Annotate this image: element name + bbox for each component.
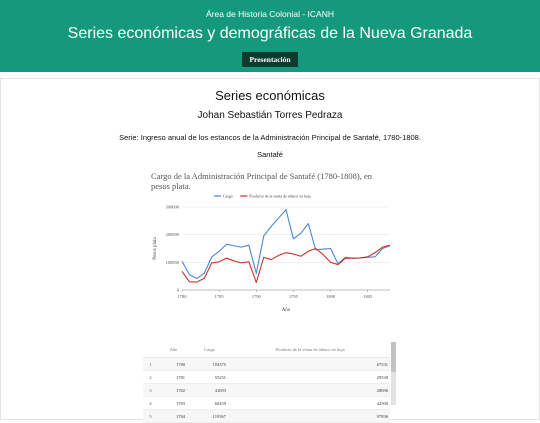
presentacion-button[interactable]: Presentación	[242, 52, 298, 67]
table-row[interactable]	[143, 358, 390, 371]
x-tick-label: 1800	[326, 294, 336, 299]
author-name: Johan Sebastián Torres Pedraza	[197, 110, 343, 121]
x-tick-label: 1805	[363, 294, 373, 299]
y-tick-label: 200000	[165, 232, 179, 238]
y-tick-label: 300000	[165, 204, 179, 210]
x-tick-label: 1785	[214, 294, 224, 299]
x-axis-label: Año	[281, 308, 291, 313]
table-row[interactable]	[143, 371, 390, 384]
table-cell: 67531	[230, 358, 390, 371]
scrollbar-thumb[interactable]	[391, 342, 396, 372]
site-header	[0, 0, 540, 72]
chart-title: Cargo de la Administración Principal de Santafé (1780-1808), en pesos plata.	[151, 171, 373, 191]
table-cell: 1781	[158, 371, 189, 384]
table-cell: 1783	[158, 397, 189, 410]
table-header-cell[interactable]: Cargo	[189, 341, 230, 358]
table-cell: 1780	[158, 358, 189, 371]
table-header-cell[interactable]: Año	[158, 341, 189, 358]
table-cell: 3	[143, 384, 158, 397]
table-row[interactable]	[143, 410, 390, 423]
y-tick-label: 0	[176, 287, 179, 293]
y-axis-label: Pesos plata	[153, 237, 158, 260]
table-cell: 119367	[189, 410, 230, 423]
y-tick-label: 100000	[165, 259, 179, 265]
data-table[interactable]	[143, 341, 397, 419]
legend-label: Cargo	[223, 193, 233, 199]
place-label: Santafé	[257, 150, 283, 159]
table-cell: 5	[143, 410, 158, 423]
table-cell: 2	[143, 371, 158, 384]
table-cell: 1784	[158, 410, 189, 423]
x-tick-label: 1790	[251, 294, 261, 299]
page-heading: Series económicas	[215, 88, 325, 103]
table-cell: 97836	[230, 410, 390, 423]
table-cell: 55251	[189, 371, 230, 384]
table-cell: 1782	[158, 384, 189, 397]
series-line	[182, 245, 390, 282]
table-cell: 104375	[189, 358, 230, 371]
x-tick-label: 1795	[288, 294, 298, 299]
table-cell: 29530	[230, 371, 390, 384]
table-cell: 42500	[230, 397, 390, 410]
series-line	[182, 210, 390, 279]
table-cell: 41693	[189, 384, 230, 397]
table-row[interactable]	[143, 397, 390, 410]
table-cell: 60459	[189, 397, 230, 410]
table-cell: 28696	[230, 384, 390, 397]
table-cell: 1	[143, 358, 158, 371]
table-cell: 4	[143, 397, 158, 410]
legend-label: Producto de la venta de tabaco en hoja	[249, 193, 311, 199]
table-header-cell[interactable]	[143, 341, 158, 358]
series-description: Serie: Ingreso anual de los estancos de la Administración Principal de Santafé, 1780-1808.	[119, 133, 421, 142]
table-scrollbar[interactable]	[391, 342, 396, 405]
site-subtitle: Área de Historia Colonial - ICANH	[205, 9, 335, 19]
table-header-cell[interactable]: Producto de la venta de tabaco en hoja	[230, 341, 390, 358]
site-title[interactable]: Series económicas y demográficas de la Nueva Granada	[67, 25, 473, 42]
table-row[interactable]	[143, 384, 390, 397]
x-tick-label: 1780	[177, 294, 187, 299]
line-chart[interactable]	[140, 190, 400, 320]
